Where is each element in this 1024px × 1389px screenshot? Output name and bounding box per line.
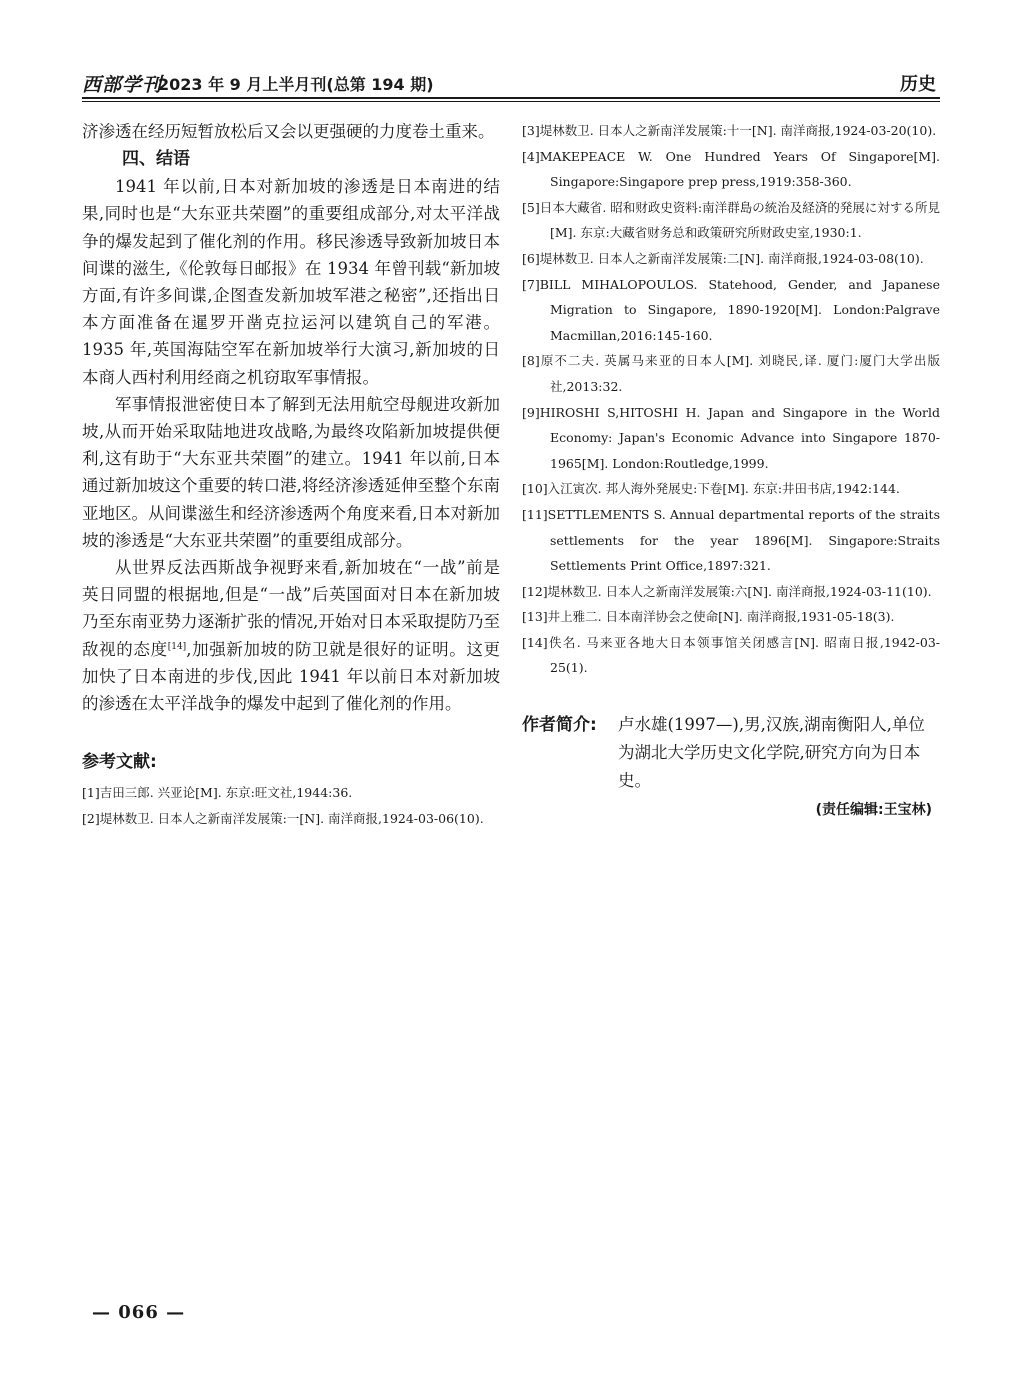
reference-number: [5]: [522, 199, 540, 215]
paragraph-text: 从世界反法西斯战争视野来看,新加坡在“一战”前是英日同盟的根据地,但是“一战”后英国面对日本在新加坡乃至东南亚势力逐渐扩张的情况,开始对日本采取提防乃至敌视的态度: [82, 558, 500, 659]
header-rule-thin: [82, 101, 940, 102]
reference-text: 日本大藏省. 昭和财政史资料:南洋群島の統治及経済的発展に対する所見[M]. 东京:大藏省财务总和政策研究所财政史室,1930:1.: [539, 199, 940, 241]
reference-item: [522, 476, 940, 502]
reference-text: 入江寅次. 邦人海外発展史:下卷[M]. 东京:井田书店,1942:144.: [547, 481, 900, 497]
page-header: [82, 68, 940, 98]
references-heading: 参考文献:: [82, 752, 157, 773]
reference-text: 堤林数卫. 日本人之新南洋发展策:十一[N]. 南洋商报,1924-03-20(10).: [539, 123, 937, 138]
reference-text: 井上雅二. 日本南洋协会之使命[N]. 南洋商报,1931-05-18(3).: [547, 609, 895, 625]
reference-number: [4]: [522, 148, 540, 164]
reference-number: [13]: [522, 609, 548, 625]
reference-number: [14]: [522, 634, 548, 650]
reference-item: [522, 195, 940, 246]
author-bio-text: 卢水雄(1997—),男,汉族,湖南衡阳人,单位为湖北大学历史文化学院,研究方向为日本史。: [618, 715, 925, 791]
reference-item: [522, 144, 940, 195]
reference-text: SETTLEMENTS S. Annual departmental reports of the straits settlements for the year 1896[M]. Singapore:Straits Settlements Print Office,1897:321.: [547, 506, 940, 574]
reference-text: 原不二夫. 英属马来亚的日本人[M]. 刘晓民,译. 厦门:厦门大学出版社,2013:32.: [539, 353, 940, 394]
issue-info: 2023 年 9 月上半月刊(总第 194 期): [158, 75, 434, 94]
paragraph-text: ,加强新加坡的防卫就是很好的证明。这更加快了日本南进的步伐,因此 1941 年以前日本对新加坡的渗透在太平洋战争的爆发中起到了催化剂的作用。: [82, 639, 501, 714]
section-heading: 四、结语: [122, 149, 190, 170]
reference-item: [522, 246, 940, 272]
reference-item: [522, 579, 940, 605]
reference-number: [12]: [522, 583, 548, 599]
reference-item: [522, 604, 940, 630]
body-text: [82, 118, 500, 717]
reference-text: 吉田三郎. 兴亚论[M]. 东京:旺文社,1944:36.: [99, 785, 353, 801]
page-number: — 066 —: [92, 1302, 186, 1323]
header-rule: [82, 97, 940, 99]
paragraph: 济渗透在经历短暂放松后又会以更强硬的力度卷土重来。: [82, 122, 495, 141]
reference-text: 堤林数卫. 日本人之新南洋发展策:二[N]. 南洋商报,1924-03-08(10).: [539, 250, 924, 266]
reference-item: [522, 272, 940, 349]
responsible-editor: (责任编辑:王宝林): [815, 802, 932, 819]
reference-number: [11]: [522, 506, 548, 522]
paragraph: 军事情报泄密使日本了解到无法用航空母舰进攻新加坡,从而开始采取陆地进攻战略,为最终攻陷新加坡提供便利,这有助于“大东亚共荣圈”的建立。1941 年以前,日本通过新加坡这个重要的转口港,将经济渗透延伸至整个东南亚地区。从间谍滋生和经济渗透两个角度来看,日本对新加坡的渗透是“大东亚共荣圈”的重要组成部分。: [82, 394, 500, 550]
reference-text: 堤林数卫. 日本人之新南洋发展策:六[N]. 南洋商报,1924-03-11(10).: [547, 583, 932, 599]
journal-logo: 西部学刊: [82, 74, 163, 96]
reference-text: 堤林数卫. 日本人之新南洋发展策:一[N]. 南洋商报,1924-03-06(10).: [99, 810, 484, 826]
citation-superscript: [14]: [167, 641, 187, 652]
reference-number: [9]: [522, 404, 540, 420]
reference-number: [3]: [522, 123, 540, 138]
reference-item: [522, 630, 940, 681]
reference-item: [82, 780, 500, 806]
paragraph: 1941 年以前,日本对新加坡的渗透是日本南进的结果,同时也是“大东亚共荣圈”的重要组成部分,对太平洋战争的爆发起到了催化剂的作用。移民渗透导致新加坡日本间谍的滋生,《伦敦每日邮报》在 1934 年曾刊载“新加坡方面,有许多间谍,企图查发新加坡军港之秘密”,还指出日本方面准备在暹罗开凿克拉运河以建筑自己的军港。1935 年,英国海陆空军在新加坡举行大演习,新加坡的日本商人西村利用经商之机窃取军事情报。: [82, 177, 500, 387]
reference-number: [2]: [82, 810, 100, 826]
reference-item: [522, 118, 940, 144]
author-bio: [522, 711, 940, 795]
reference-text: BILL MIHALOPOULOS. Statehood, Gender, and Japanese Migration to Singapore, 1890-1920[M]. London:Palgrave Macmillan,2016:145-160.: [539, 276, 940, 343]
reference-item: [522, 400, 940, 477]
reference-number: [7]: [522, 276, 540, 292]
reference-list: [522, 118, 940, 681]
section-label: 历史: [900, 74, 936, 95]
reference-item: [82, 806, 500, 832]
reference-list: [82, 780, 500, 831]
left-column: [82, 118, 500, 831]
author-bio-label: 作者简介:: [522, 715, 597, 736]
reference-item: [522, 502, 940, 579]
reference-number: [8]: [522, 353, 540, 369]
right-column: [522, 118, 940, 819]
paragraph: [82, 554, 500, 717]
reference-number: [1]: [82, 785, 100, 801]
reference-text: 佚名. 马来亚各地大日本领事馆关闭感言[N]. 昭南日报,1942-03-25(1).: [547, 634, 940, 676]
reference-number: [10]: [522, 481, 548, 497]
reference-text: HIROSHI S,HITOSHI H. Japan and Singapore in the World Economy: Japan's Economic Advance into Singapore 1870-1965[M]. London:Routledge,1999.: [539, 404, 940, 471]
reference-item: [522, 348, 940, 399]
reference-text: MAKEPEACE W. One Hundred Years Of Singapore[M]. Singapore:Singapore prep press,1919:358-360.: [539, 148, 940, 190]
reference-number: [6]: [522, 250, 540, 266]
